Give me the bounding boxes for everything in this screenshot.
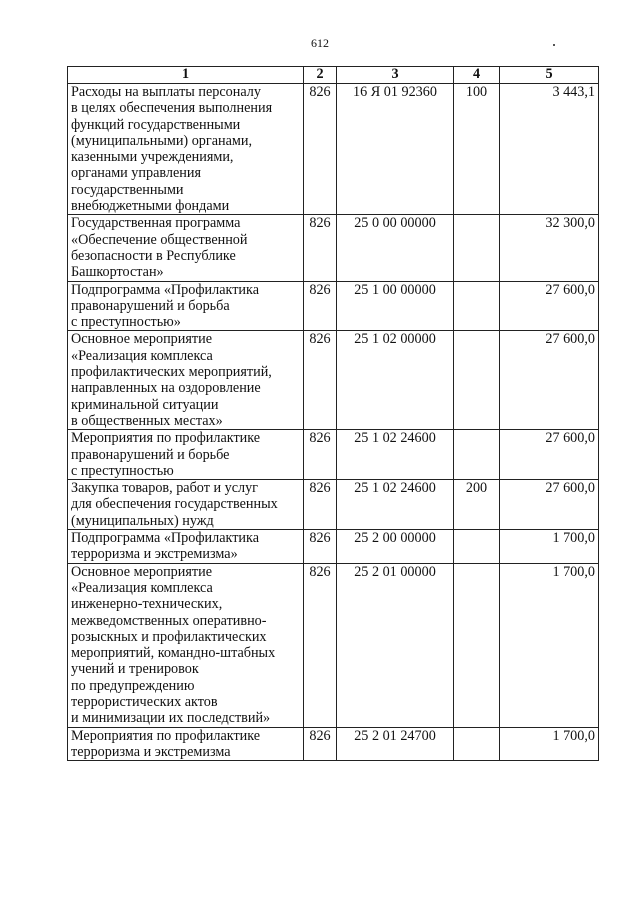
item-name-line: Башкортостан» <box>71 264 164 281</box>
item-name-line: террористических актов <box>71 693 218 710</box>
table-header <box>68 67 599 84</box>
code-cell: 826 <box>304 331 337 430</box>
item-name-line: инженерно-технических, <box>71 596 223 613</box>
code-cell: 826 <box>304 84 337 215</box>
item-name-line: межведомственных оперативно- <box>71 612 267 629</box>
item-name-cell <box>68 727 304 761</box>
item-name-line: профилактических мероприятий, <box>71 364 272 381</box>
type-cell <box>454 563 500 727</box>
table-row <box>68 281 599 331</box>
item-name-cell <box>68 563 304 727</box>
item-name-line: органами управления <box>71 165 201 182</box>
type-cell: 100 <box>454 84 500 215</box>
article-cell: 25 1 00 00000 <box>337 281 454 331</box>
item-name-cell <box>68 430 304 480</box>
item-name-line: и минимизации их последствий» <box>71 710 271 727</box>
table-row <box>68 430 599 480</box>
type-cell <box>454 331 500 430</box>
item-name-cell <box>68 281 304 331</box>
item-name-line: Мероприятия по профилактике <box>71 727 261 744</box>
item-name-line: Расходы на выплаты персоналу <box>71 84 261 100</box>
article-cell: 25 1 02 24600 <box>337 430 454 480</box>
item-name-line: с преступностью» <box>71 314 181 331</box>
item-name-line: в целях обеспечения выполнения <box>71 100 273 117</box>
header-col-2: 2 <box>304 67 337 84</box>
item-name-line: Основное мероприятие <box>71 331 212 348</box>
article-cell: 25 2 01 00000 <box>337 563 454 727</box>
item-name-line: Закупка товаров, работ и услуг <box>71 480 258 497</box>
item-name-line: правонарушений и борьба <box>71 297 230 314</box>
table-row <box>68 331 599 430</box>
article-cell: 25 0 00 00000 <box>337 215 454 281</box>
code-cell: 826 <box>304 563 337 727</box>
table-row <box>68 530 599 564</box>
header-col-3: 3 <box>337 67 454 84</box>
item-name-line: Подпрограмма «Профилактика <box>71 281 260 298</box>
table-row <box>68 84 599 215</box>
item-name-line: внебюджетными фондами <box>71 198 230 215</box>
scan-speck <box>553 44 555 46</box>
item-name-line: правонарушений и борьбе <box>71 446 230 463</box>
item-name-line: безопасности в Республике <box>71 247 236 264</box>
type-cell <box>454 215 500 281</box>
amount-cell: 27 600,0 <box>500 430 599 480</box>
item-name-line: по предупреждению <box>71 677 195 694</box>
code-cell: 826 <box>304 430 337 480</box>
amount-cell: 27 600,0 <box>500 331 599 430</box>
item-name-line: функций государственными <box>71 116 241 133</box>
amount-cell: 1 700,0 <box>500 727 599 761</box>
item-name-line: Основное мероприятие <box>71 563 212 580</box>
item-name-line: (муниципальными) органами, <box>71 132 253 149</box>
amount-cell: 3 443,1 <box>500 84 599 215</box>
header-row <box>68 67 599 84</box>
item-name-line: Мероприятия по профилактике <box>71 430 261 447</box>
item-name-line: «Реализация комплекса <box>71 579 213 596</box>
article-cell: 16 Я 01 92360 <box>337 84 454 215</box>
item-name-line: государственными <box>71 181 184 198</box>
table-row <box>68 480 599 530</box>
type-cell <box>454 281 500 331</box>
item-name-cell <box>68 331 304 430</box>
item-name-cell <box>68 530 304 564</box>
item-name-line: мероприятий, командно-штабных <box>71 645 276 662</box>
page-number: 612 <box>311 36 329 50</box>
item-name-line: Подпрограмма «Профилактика <box>71 530 260 547</box>
article-cell: 25 2 01 24700 <box>337 727 454 761</box>
amount-cell: 1 700,0 <box>500 530 599 564</box>
table-body <box>68 84 599 761</box>
budget-table <box>67 66 599 761</box>
item-name-cell <box>68 215 304 281</box>
item-name-line: Государственная программа <box>71 215 241 232</box>
code-cell: 826 <box>304 215 337 281</box>
item-name-line: с преступностью <box>71 462 174 479</box>
header-col-1: 1 <box>68 67 304 84</box>
header-col-4: 4 <box>454 67 500 84</box>
item-name-line: «Обеспечение общественной <box>71 231 248 248</box>
item-name-cell <box>68 84 304 215</box>
code-cell: 826 <box>304 530 337 564</box>
table-row <box>68 563 599 727</box>
header-col-5: 5 <box>500 67 599 84</box>
code-cell: 826 <box>304 480 337 530</box>
item-name-line: «Реализация комплекса <box>71 347 213 364</box>
code-cell: 826 <box>304 281 337 331</box>
item-name-line: направленных на оздоровление <box>71 380 261 397</box>
amount-cell: 27 600,0 <box>500 480 599 530</box>
item-name-line: для обеспечения государственных <box>71 496 278 513</box>
item-name-cell <box>68 480 304 530</box>
table-row <box>68 727 599 761</box>
item-name-line: терроризма и экстремизма» <box>71 546 238 563</box>
item-name-line: криминальной ситуации <box>71 396 219 413</box>
type-cell <box>454 727 500 761</box>
article-cell: 25 2 00 00000 <box>337 530 454 564</box>
type-cell: 200 <box>454 480 500 530</box>
table-row <box>68 215 599 281</box>
amount-cell: 32 300,0 <box>500 215 599 281</box>
item-name-line: учений и тренировок <box>71 661 199 678</box>
type-cell <box>454 430 500 480</box>
item-name-line: в общественных местах» <box>71 412 223 429</box>
item-name-line: казенными учреждениями, <box>71 149 234 166</box>
amount-cell: 1 700,0 <box>500 563 599 727</box>
code-cell: 826 <box>304 727 337 761</box>
item-name-line: (муниципальных) нужд <box>71 512 214 529</box>
type-cell <box>454 530 500 564</box>
article-cell: 25 1 02 24600 <box>337 480 454 530</box>
item-name-line: розыскных и профилактических <box>71 628 267 645</box>
article-cell: 25 1 02 00000 <box>337 331 454 430</box>
amount-cell: 27 600,0 <box>500 281 599 331</box>
item-name-line: терроризма и экстремизма <box>71 743 231 760</box>
